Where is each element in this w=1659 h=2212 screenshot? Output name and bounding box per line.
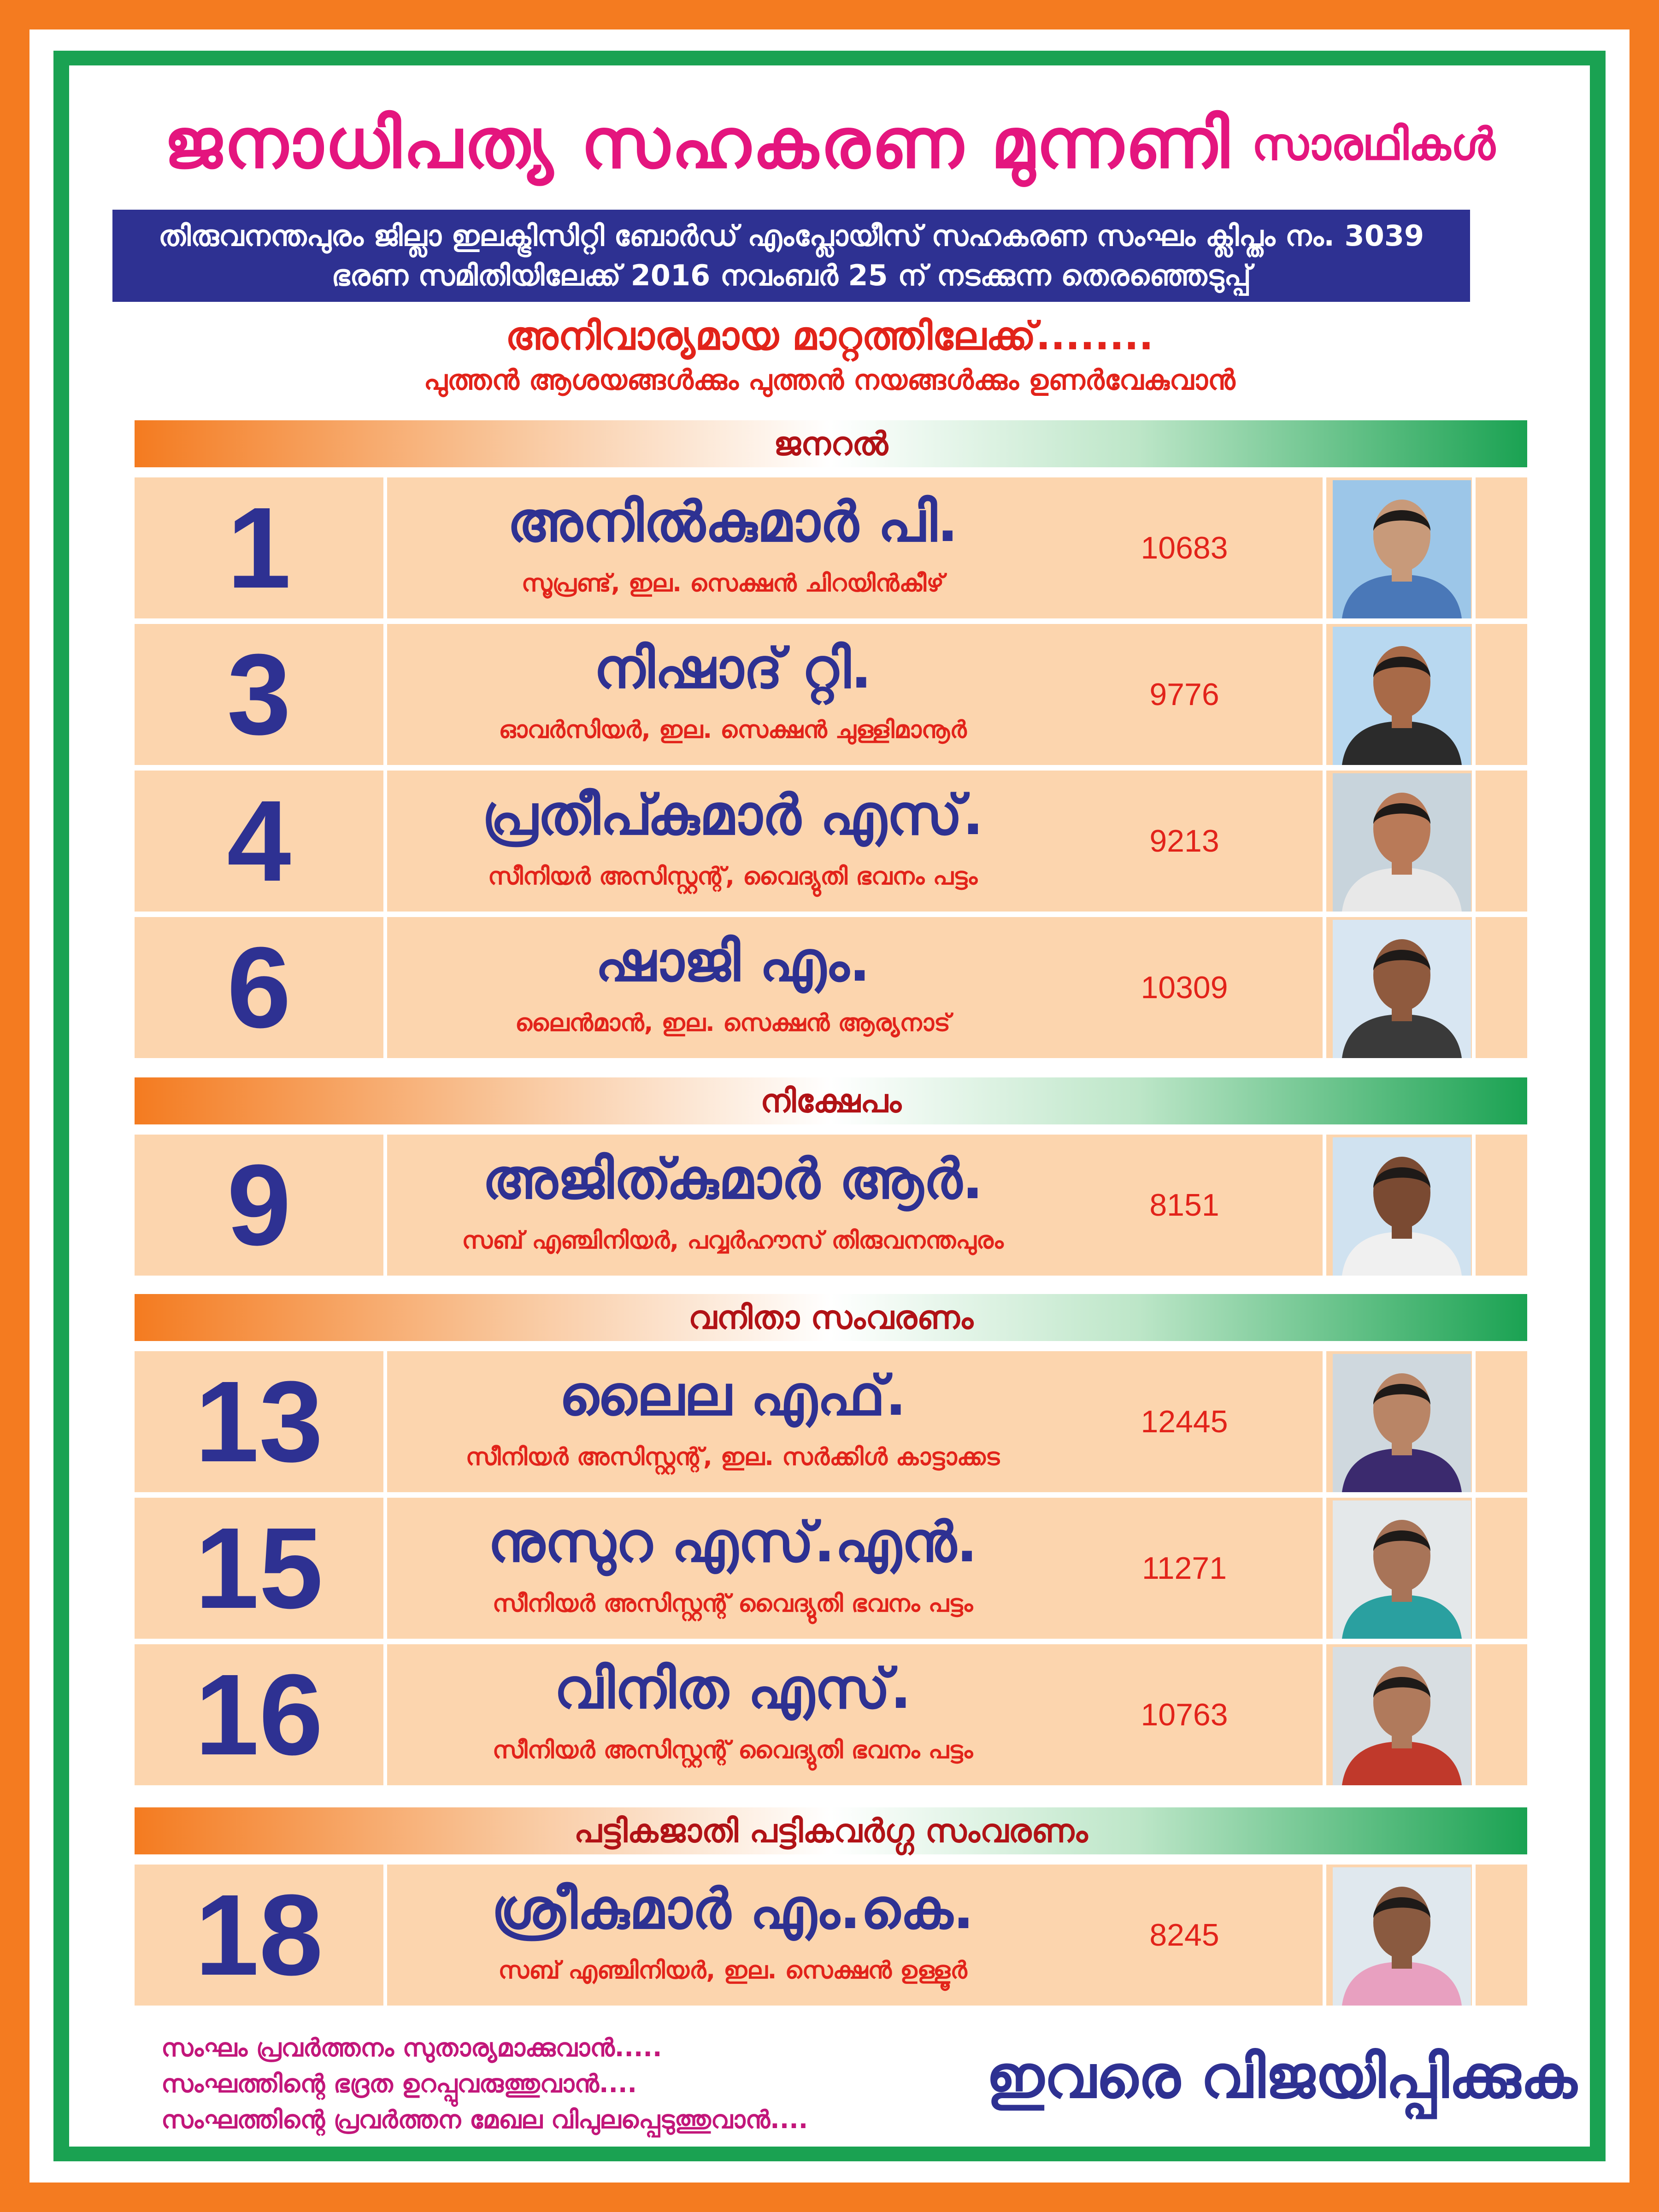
candidate-row [135, 1865, 1527, 2006]
section-header [135, 1077, 1527, 1124]
photo-cell [1326, 917, 1472, 1058]
membership-number: 10309 [1141, 970, 1228, 1005]
membership-number: 8245 [1149, 1918, 1219, 1953]
candidate-photo [1333, 1137, 1471, 1276]
ballot-number-cell [135, 917, 383, 1058]
section-title: ജനറൽ [773, 425, 888, 463]
blank-cell [1476, 624, 1527, 765]
candidate-photo [1333, 1354, 1471, 1492]
membership-number: 10763 [1141, 1697, 1228, 1732]
blank-cell [1476, 477, 1527, 618]
photo-cell [1326, 1865, 1472, 2006]
ballot-number-cell [135, 1498, 383, 1639]
candidate-info-cell [387, 771, 1323, 912]
ballot-number: 3 [227, 630, 291, 759]
blank-cell [1476, 917, 1527, 1058]
candidate-designation: സീനിയർ അസിസ്റ്റന്റ്, ഇല. സർക്കിൾ കാട്ടാക്കട [465, 1443, 1000, 1471]
section-title: നിക്ഷേപം [760, 1082, 902, 1120]
candidate-info-cell [387, 1351, 1323, 1492]
candidate-photo [1333, 1500, 1471, 1639]
ballot-number-cell [135, 1135, 383, 1276]
section-title: പട്ടികജാതി പട്ടികവർഗ്ഗ സംവരണം [574, 1812, 1088, 1850]
membership-number: 8151 [1149, 1188, 1219, 1223]
ballot-number: 16 [194, 1650, 324, 1779]
ballot-number: 4 [227, 777, 291, 905]
section-header [135, 1807, 1527, 1854]
candidate-designation: സബ് എഞ്ചിനിയർ, പവ്വർഹൗസ് തിരുവനന്തപുരം [462, 1227, 1004, 1254]
candidate-photo [1333, 627, 1471, 765]
candidate-info-cell [387, 477, 1323, 618]
photo-cell [1326, 771, 1472, 912]
membership-number: 9213 [1149, 824, 1219, 859]
blank-cell [1476, 1351, 1527, 1492]
section-title: വനിതാ സംവരണം [688, 1299, 974, 1336]
candidate-row [135, 771, 1527, 912]
candidate-designation: സീനിയർ അസിസ്റ്റന്റ് വൈദ്യുതി ഭവനം പട്ടം [492, 1736, 973, 1764]
photo-cell [1326, 477, 1472, 618]
ballot-number: 15 [194, 1504, 324, 1632]
candidate-row [135, 917, 1527, 1058]
candidate-info-cell [387, 1135, 1323, 1276]
candidate-designation: ലൈൻമാൻ, ഇല. സെക്ഷൻ ആര്യനാട് [515, 1009, 951, 1037]
candidate-name: വിനിത എസ്. [554, 1657, 912, 1721]
candidate-photo [1333, 1647, 1471, 1785]
membership-number: 9776 [1149, 677, 1219, 712]
front-name: ജനാധിപത്യ സഹകരണ മുന്നണി [164, 104, 1231, 184]
candidate-name: അനിൽകുമാർ പി. [507, 490, 959, 554]
candidate-info-cell [387, 1865, 1323, 2006]
candidate-info-cell [387, 917, 1323, 1058]
footer-line: സംഘം പ്രവർത്തനം സുതാര്യമാക്കുവാൻ..... [161, 2033, 662, 2062]
ballot-number-cell [135, 477, 383, 618]
candidate-photo [1333, 920, 1471, 1058]
main-slogan: അനിവാര്യമായ മാറ്റത്തിലേക്ക്........ [505, 313, 1154, 359]
ballot-number: 18 [194, 1871, 324, 1999]
blank-cell [1476, 771, 1527, 912]
ballot-number-cell [135, 771, 383, 912]
candidate-designation: സീനിയർ അസിസ്റ്റന്റ്, വൈദ്യുതി ഭവനം പട്ടം [488, 863, 978, 890]
candidate-name: ഷാജി എം. [595, 930, 871, 994]
call-to-action: ഇവരെ വിജയിപ്പിക്കുക [986, 2043, 1577, 2112]
membership-number: 12445 [1141, 1404, 1228, 1439]
ballot-number-cell [135, 1351, 383, 1492]
election-date-line: ഭരണ സമിതിയിലേക്ക് 2016 നവംബർ 25 ന് നടക്കുന്ന തെരഞ്ഞെടുപ്പ് [331, 259, 1251, 292]
candidate-designation: സൂപ്രണ്ട്, ഇല. സെക്ഷൻ ചിറയിൻകീഴ് [521, 570, 944, 597]
candidate-name: അജിത്കുമാർ ആർ. [482, 1147, 983, 1212]
footer-line: സംഘത്തിന്റെ ഭദ്രത ഉറപ്പുവരുത്തുവാൻ.... [161, 2069, 637, 2098]
ballot-number-cell [135, 1865, 383, 2006]
title-suffix: സാരഥികൾ [1252, 118, 1495, 170]
membership-number: 11271 [1141, 1551, 1227, 1586]
ballot-number-cell [135, 624, 383, 765]
ballot-number-cell [135, 1644, 383, 1785]
section-header [135, 1294, 1527, 1341]
candidate-photo [1333, 773, 1471, 912]
blank-cell [1476, 1644, 1527, 1785]
candidate-row [135, 1351, 1527, 1492]
footer-line: സംഘത്തിന്റെ പ്രവർത്തന മേഖല വിപുലപ്പെടുത്തുവാൻ.... [161, 2105, 808, 2134]
ballot-number: 9 [227, 1141, 291, 1269]
society-name: തിരുവനന്തപുരം ജില്ലാ ഇലക്ട്രിസിറ്റി ബോർഡ് എംപ്ലോയീസ് സഹകരണ സംഘം ക്ലിപ്തം നം. 3039 [158, 219, 1424, 253]
candidate-name: ലൈല എഫ്. [559, 1364, 906, 1428]
candidate-row [135, 1498, 1527, 1639]
section-header [135, 420, 1527, 467]
photo-cell [1326, 1135, 1472, 1276]
candidate-designation: സബ് എഞ്ചിനിയർ, ഇല. സെക്ഷൻ ഉള്ളൂർ [498, 1957, 967, 1984]
ballot-number: 6 [227, 923, 291, 1052]
society-banner [112, 210, 1470, 302]
ballot-number: 1 [227, 483, 291, 612]
candidate-photo [1333, 480, 1471, 618]
candidate-info-cell [387, 1498, 1323, 1639]
candidate-info-cell [387, 1644, 1323, 1785]
candidate-name: ശ്രീകുമാർ എം.കെ. [491, 1877, 974, 1941]
candidate-photo [1333, 1867, 1471, 2006]
footer-slogans [161, 2030, 1037, 2138]
blank-cell [1476, 1498, 1527, 1639]
poster-title [69, 104, 1590, 210]
membership-number: 10683 [1141, 530, 1228, 565]
photo-cell [1326, 624, 1472, 765]
candidate-row [135, 1135, 1527, 1276]
ballot-number: 13 [194, 1357, 324, 1486]
candidate-name: പ്രതീപ്കുമാർ എസ്. [482, 783, 984, 847]
candidate-designation: ഓവർസിയർ, ഇല. സെക്ഷൻ ചുള്ളിമാനൂർ [499, 716, 967, 744]
photo-cell [1326, 1644, 1472, 1785]
sub-slogan: പുത്തൻ ആശയങ്ങൾക്കും പുത്തൻ നയങ്ങൾക്കും ഉണർവേകുവാൻ [424, 364, 1235, 396]
candidate-row [135, 1644, 1527, 1785]
candidate-name: നിഷാദ് റ്റി. [594, 637, 872, 701]
candidate-row [135, 624, 1527, 765]
candidate-designation: സീനിയർ അസിസ്റ്റന്റ് വൈദ്യുതി ഭവനം പട്ടം [492, 1590, 973, 1618]
candidate-row [135, 477, 1527, 618]
candidate-info-cell [387, 624, 1323, 765]
photo-cell [1326, 1351, 1472, 1492]
photo-cell [1326, 1498, 1472, 1639]
blank-cell [1476, 1135, 1527, 1276]
candidate-name: നുസുറ എസ്.എൻ. [488, 1511, 978, 1575]
blank-cell [1476, 1865, 1527, 2006]
